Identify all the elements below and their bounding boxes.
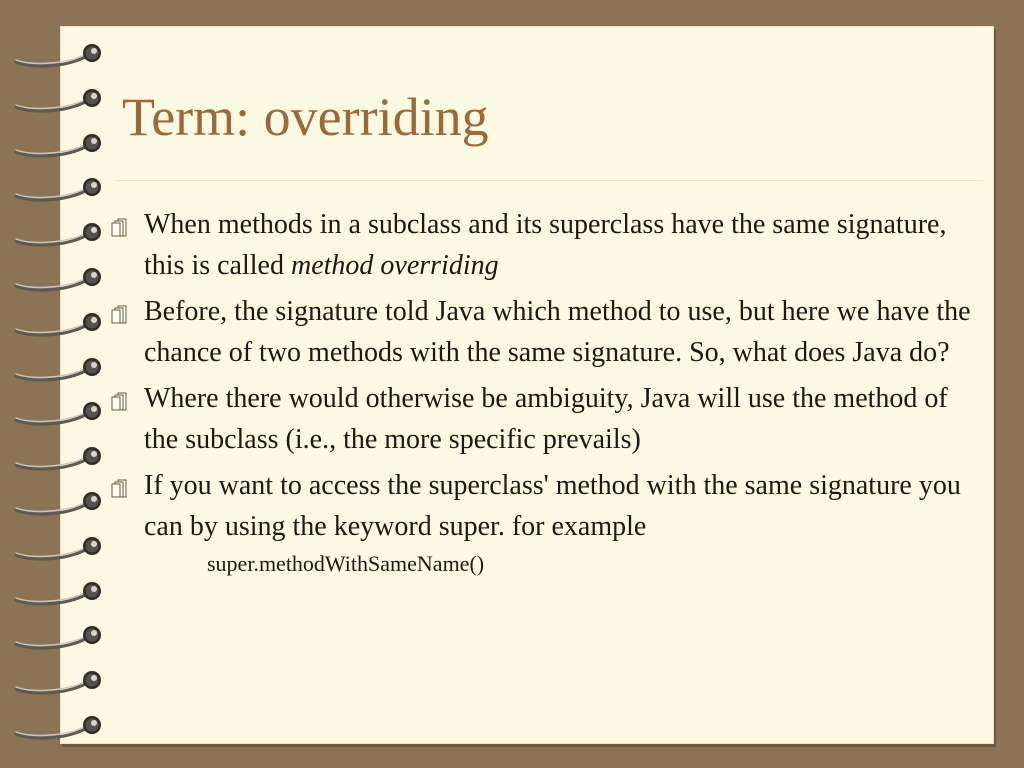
spiral-ring-icon [14,580,106,606]
bullet-text: Where there would otherwise be ambiguity, Java will use the method of the subclass (i.e., the more specific prevails) [144,383,948,455]
code-example: super.methodWithSameName() [207,551,485,576]
spiral-ring-icon [14,445,106,471]
spiral-ring-icon [14,669,106,695]
spiral-ring-icon [14,311,106,337]
book-stack-icon [108,303,130,325]
spiral-ring-icon [14,87,106,113]
spiral-binding [0,0,120,768]
bullet-text: When methods in a subclass and its superclass have the same signature, this is called [144,209,947,281]
spiral-ring-icon [14,132,106,158]
bullet-emphasis: method overriding [290,250,499,281]
spiral-ring-icon [14,535,106,561]
bullet-list [108,204,988,584]
bullet-item [108,204,988,286]
bullet-item [108,465,988,579]
spiral-ring-icon [14,356,106,382]
spiral-ring-icon [14,42,106,68]
book-stack-icon [108,216,130,238]
spiral-ring-icon [14,400,106,426]
slide-title: Term: overriding [122,87,489,147]
title-divider [115,180,983,181]
spiral-ring-icon [14,176,106,202]
spiral-ring-icon [14,714,106,740]
bullet-item [108,291,988,373]
book-stack-icon [108,477,130,499]
bullet-item [108,378,988,460]
spiral-ring-icon [14,624,106,650]
bullet-text: If you want to access the superclass' method with the same signature you can by using the keyword super. for example [144,470,961,542]
spiral-ring-icon [14,221,106,247]
spiral-ring-icon [14,490,106,516]
bullet-text: Before, the signature told Java which method to use, but here we have the chance of two methods with the same signature. So, what does Java do? [144,296,971,368]
book-stack-icon [108,390,130,412]
spiral-ring-icon [14,266,106,292]
